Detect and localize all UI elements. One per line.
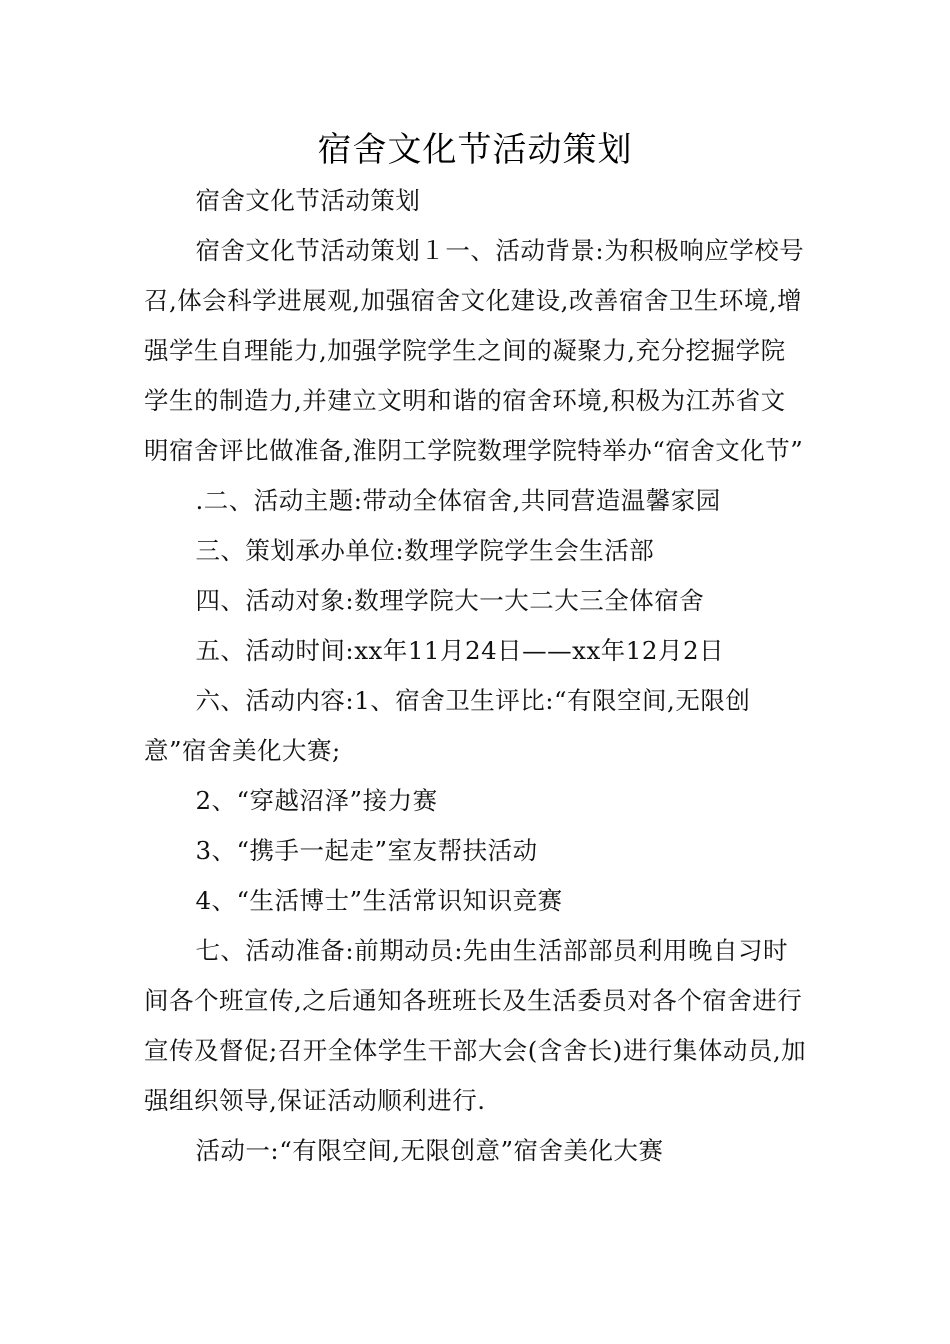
document-title: 宿舍文化节活动策划 [317, 130, 633, 170]
paragraph-item-4: 4、“生活博士”生活常识知识竞赛 [195, 886, 563, 915]
paragraph-background: 宿舍文化节活动策划１一、活动背景:为积极响应学校号召,体会科学进展观,加强宿舍文化建设,改善宿舍卫生环境,增强学生自理能力,加强学院学生之间的凝聚力,充分挖掘学院学生的制造力,并建立文明和谐的宿舍环境,积极为江苏省文明宿舍评比做准备,淮阴工学院数理学院特举办“宿舍文化节” [144, 236, 805, 465]
paragraph-item-3: 3、“携手一起走”室友帮扶活动 [195, 836, 538, 865]
paragraph-content: 六、活动内容:1、宿舍卫生评比:“有限空间,无限创意”宿舍美化大赛; [144, 686, 751, 765]
document-body [144, 176, 810, 1176]
paragraph-organizer: 三、策划承办单位:数理学院学生会生活部 [195, 536, 655, 565]
paragraph-item-2: 2、“穿越沼泽”接力赛 [195, 786, 438, 815]
paragraph-preparation: 七、活动准备:前期动员:先由生活部部员利用晚自习时间各个班宣传,之后通知各班班长及生活委员对各个宿舍进行宣传及督促;召开全体学生干部大会(含舍长)进行集体动员,加强组织领导,保证活动顺利进行. [144, 936, 807, 1115]
paragraph-activity-one: 活动一:“有限空间,无限创意”宿舍美化大赛 [195, 1136, 664, 1165]
paragraph-subtitle: 宿舍文化节活动策划 [195, 186, 421, 215]
paragraph-target: 四、活动对象:数理学院大一大二大三全体宿舍 [195, 586, 705, 615]
paragraph-time: 五、活动时间:xx年11月24日——xx年12月2日 [195, 636, 725, 665]
paragraph-theme: .二、活动主题:带动全体宿舍,共同营造温馨家园 [195, 486, 721, 515]
